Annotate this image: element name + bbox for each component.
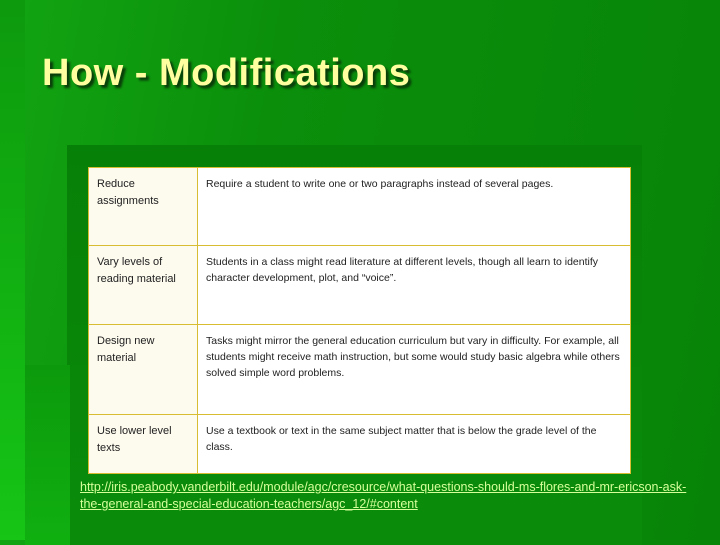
row-label: Reduce assignments <box>89 168 198 246</box>
row-description: Students in a class might read literature at different levels, though all learn to identify character development, plot, and “voice”. <box>198 246 631 325</box>
slide-title: How - Modifications <box>42 52 411 94</box>
modifications-table <box>88 167 631 474</box>
background-decoration <box>0 0 25 540</box>
table-row <box>89 168 631 246</box>
table-row <box>89 325 631 415</box>
table-row <box>89 415 631 474</box>
source-link[interactable]: http://iris.peabody.vanderbilt.edu/module/agc/cresource/what-questions-should-ms-flores-and-mr-ericson-ask-the-general-and-special-education-teachers/agc_12/#content <box>80 480 687 511</box>
row-label: Use lower level texts <box>89 415 198 474</box>
table-row <box>89 246 631 325</box>
row-description: Use a textbook or text in the same subject matter that is below the grade level of the class. <box>198 415 631 474</box>
row-description: Tasks might mirror the general education curriculum but vary in difficulty. For example, all students might receive math instruction, but some would study basic algebra while others solved simple word problems. <box>198 325 631 415</box>
row-description: Require a student to write one or two paragraphs instead of several pages. <box>198 168 631 246</box>
row-label: Vary levels of reading material <box>89 246 198 325</box>
row-label: Design new material <box>89 325 198 415</box>
background-decoration <box>25 365 70 545</box>
